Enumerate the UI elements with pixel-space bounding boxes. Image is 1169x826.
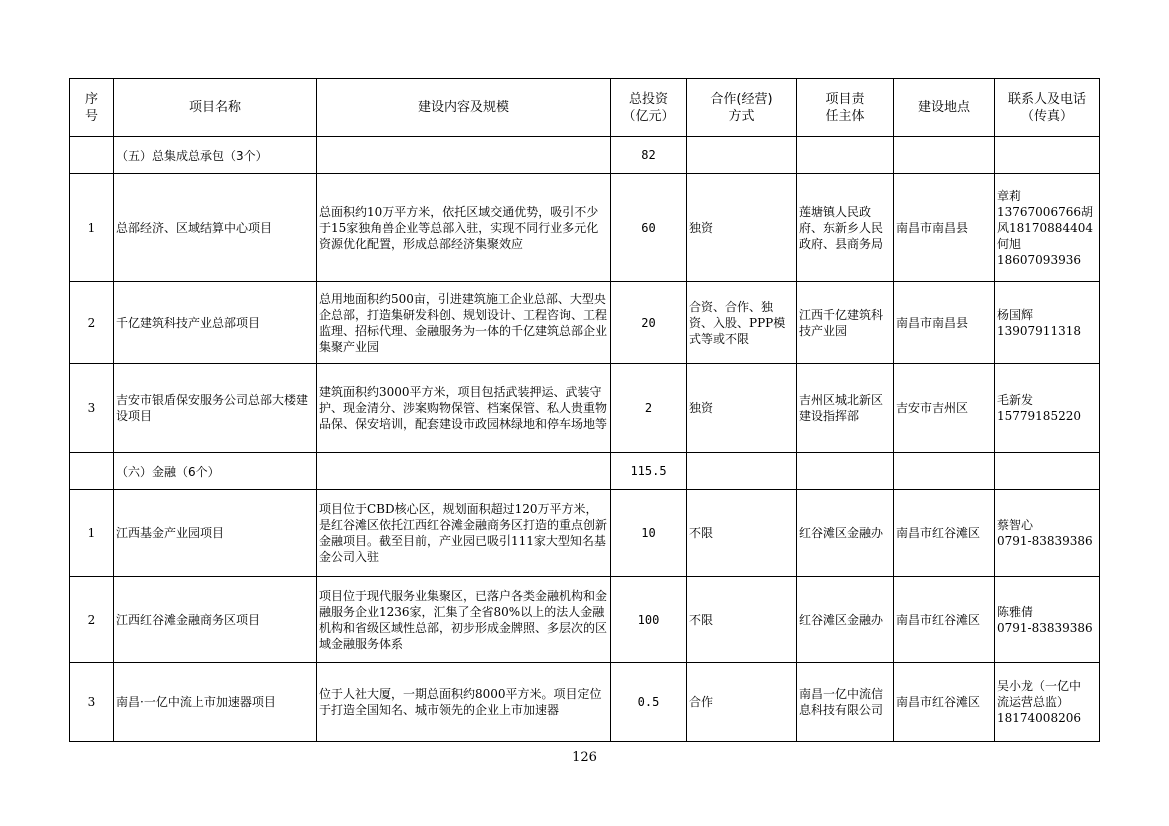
section-empty-cell [797,137,894,174]
contact-line: 0791-83839386 [997,620,1093,635]
section-empty-cell [797,453,894,490]
row-seq: 2 [70,282,114,364]
page-number: 126 [572,750,597,765]
section-row [70,137,1100,174]
row-mode: 合作 [687,663,797,742]
section-seq-cell [70,137,114,174]
row-name: 总部经济、区域结算中心项目 [114,174,317,282]
row-location: 南昌市南昌县 [894,282,995,364]
section-content-cell [317,137,611,174]
row-mode: 不限 [687,490,797,577]
row-contact [995,174,1100,282]
project-table [69,78,1100,742]
row-owner: 江西千亿建筑科技产业园 [797,282,894,364]
section-empty-cell [995,137,1100,174]
header-investment: 总投资 （亿元） [611,79,687,137]
row-name: 吉安市银盾保安服务公司总部大楼建设项目 [114,364,317,453]
row-investment: 0.5 [611,663,687,742]
table-row [70,282,1100,364]
contact-line: 流运营总监） [997,695,1070,709]
contact-line: 13767006766胡 [997,204,1093,219]
section-empty-cell [687,453,797,490]
header-owner: 项目责 任主体 [797,79,894,137]
row-mode: 不限 [687,577,797,663]
contact-line: 风18170884404 [997,220,1093,235]
row-content: 建筑面积约3000平方米，项目包括武装押运、武装守护、现金清分、涉案购物保管、档案保管、私人贵重物品保、保安培训，配套建设市政园林绿地和停车场地等 [317,364,611,453]
row-investment: 2 [611,364,687,453]
row-mode: 独资 [687,364,797,453]
header-mode: 合作(经营) 方式 [687,79,797,137]
contact-line: 章莉 [997,188,1022,203]
row-seq: 3 [70,364,114,453]
row-contact [995,282,1100,364]
section-empty-cell [995,453,1100,490]
row-investment: 20 [611,282,687,364]
contact-line: 18607093936 [997,252,1081,267]
table-row [70,663,1100,742]
table-row [70,174,1100,282]
row-investment: 10 [611,490,687,577]
row-contact [995,490,1100,577]
row-location: 南昌市南昌县 [894,174,995,282]
section-row [70,453,1100,490]
section-investment: 82 [611,137,687,174]
row-seq: 1 [70,490,114,577]
row-location: 南昌市红谷滩区 [894,577,995,663]
header-seq: 序 号 [70,79,114,137]
section-empty-cell [894,453,995,490]
contact-line: 何旭 [997,236,1022,251]
row-owner: 吉州区城北新区建设指挥部 [797,364,894,453]
contact-line: 15779185220 [997,409,1081,423]
row-contact [995,364,1100,453]
row-owner: 红谷滩区金融办 [797,490,894,577]
row-mode: 独资 [687,174,797,282]
row-owner: 南昌一亿中流信息科技有限公司 [797,663,894,742]
row-seq: 1 [70,174,114,282]
row-location: 南昌市红谷滩区 [894,663,995,742]
row-seq: 2 [70,577,114,663]
contact-line: 毛新发 [997,393,1034,407]
row-location: 南昌市红谷滩区 [894,490,995,577]
row-name: 江西红谷滩金融商务区项目 [114,577,317,663]
row-content: 项目位于现代服务业集聚区，已落户各类金融机构和金融服务企业1236家，汇集了全省80%以上的法人金融机构和省级区域性总部，初步形成金牌照、多层次的区域金融服务体系 [317,577,611,663]
row-investment: 100 [611,577,687,663]
contact-line: 蔡智心 [997,518,1034,532]
contact-line: 13907911318 [997,323,1081,338]
row-mode: 合资、合作、独资、入股、PPP模式等或不限 [687,282,797,364]
section-title: （五）总集成总承包（3个） [114,137,317,174]
header-location: 建设地点 [894,79,995,137]
table-row [70,490,1100,577]
table-row [70,364,1100,453]
section-investment: 115.5 [611,453,687,490]
header-name: 项目名称 [114,79,317,137]
header-content: 建设内容及规模 [317,79,611,137]
row-name: 江西基金产业园项目 [114,490,317,577]
contact-line: 0791-83839386 [997,534,1093,548]
contact-line: 杨国辉 [997,307,1034,322]
contact-line: 陈雅倩 [997,604,1034,619]
row-contact [995,663,1100,742]
header-row [70,79,1100,137]
row-investment: 60 [611,174,687,282]
row-name: 南昌·一亿中流上市加速器项目 [114,663,317,742]
row-location: 吉安市吉州区 [894,364,995,453]
section-content-cell [317,453,611,490]
contact-line: 吴小龙（一亿中 [997,679,1082,693]
row-owner: 莲塘镇人民政府、东新乡人民政府、县商务局 [797,174,894,282]
table-row [70,577,1100,663]
contact-line: 18174008206 [997,711,1081,725]
row-content: 项目位于CBD核心区，规划面积超过120万平方米，是红谷滩区依托江西红谷滩金融商务区打造的重点创新金融项目。截至目前，产业园已吸引111家大型知名基金公司入驻 [317,490,611,577]
row-seq: 3 [70,663,114,742]
section-title: （六）金融（6个） [114,453,317,490]
row-content: 总用地面积约500亩，引进建筑施工企业总部、大型央企总部，打造集研发科创、规划设计、工程咨询、工程监理、招标代理、金融服务为一体的千亿建筑总部企业集聚产业园 [317,282,611,364]
row-owner: 红谷滩区金融办 [797,577,894,663]
row-content: 总面积约10万平方米，依托区域交通优势，吸引不少于15家独角兽企业等总部入驻，实现不同行业多元化资源优化配置，形成总部经济集聚效应 [317,174,611,282]
row-contact [995,577,1100,663]
row-content: 位于人社大厦，一期总面积约8000平方米。项目定位于打造全国知名、城市领先的企业上市加速器 [317,663,611,742]
header-contact: 联系人及电话 （传真） [995,79,1100,137]
section-empty-cell [894,137,995,174]
section-seq-cell [70,453,114,490]
row-name: 千亿建筑科技产业总部项目 [114,282,317,364]
section-empty-cell [687,137,797,174]
